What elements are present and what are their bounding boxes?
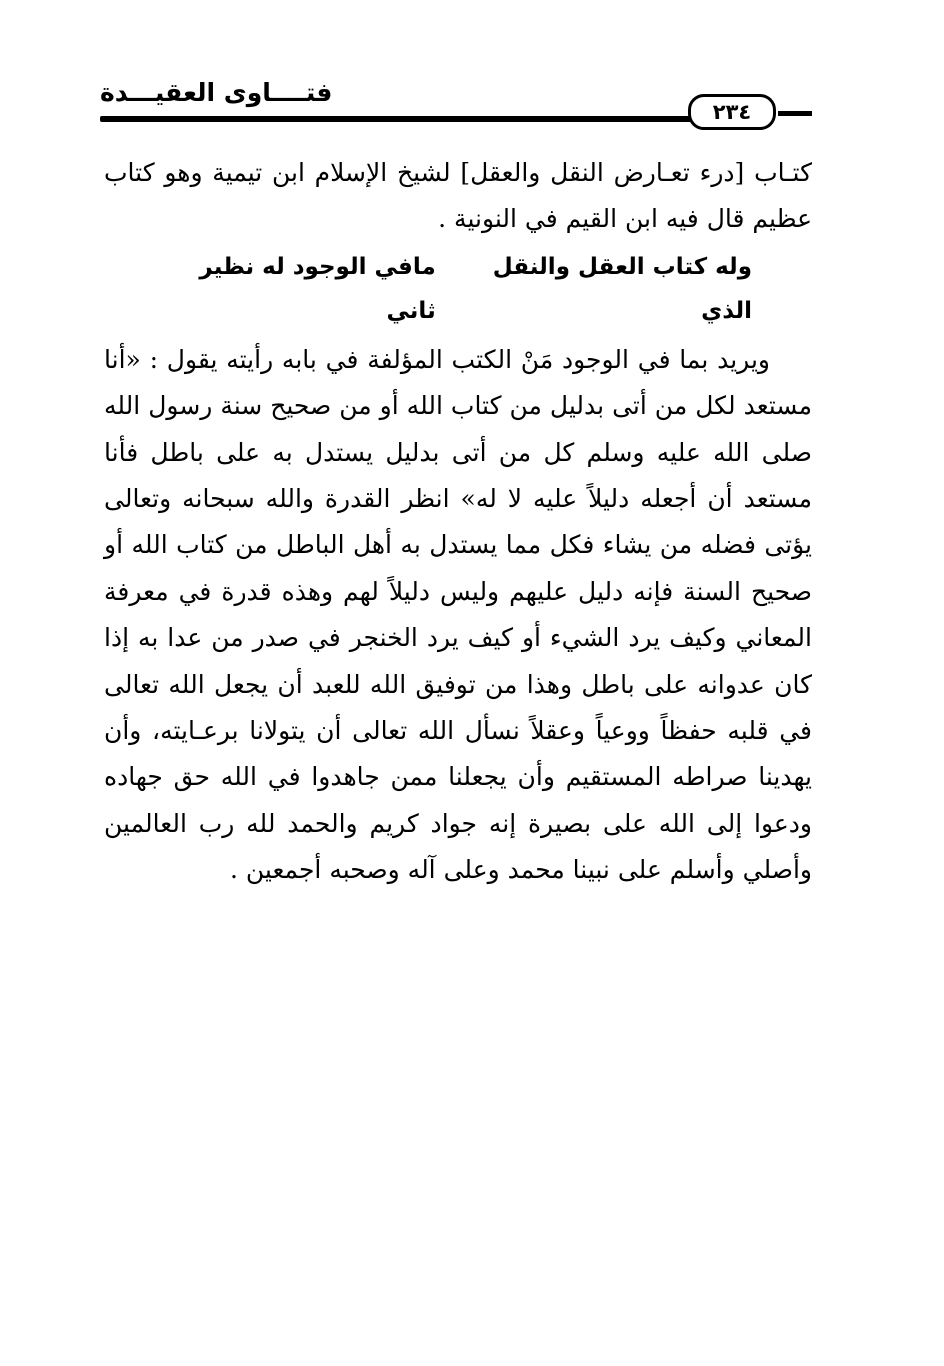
- page-number-ornament: [778, 111, 812, 116]
- page-number: ٢٣٤: [688, 94, 776, 130]
- page-header: [100, 74, 812, 132]
- running-title: فتــــاوى العقيـــدة: [100, 78, 333, 107]
- verse-second-hemistich: مافي الوجود له نظير ثاني: [199, 253, 436, 324]
- poetry-verse: [104, 245, 812, 333]
- page-body: [104, 150, 812, 894]
- verse-first-hemistich: وله كتاب العقل والنقل الذي: [492, 253, 752, 324]
- paragraph-1: كتـاب [درء تعـارض النقل والعقل] لشيخ الإسلام ابن تيمية وهو كتاب عظيم قال فيه ابن القيم في النونية .: [104, 158, 812, 234]
- paragraph-2: ويريد بما في الوجود مَنْ الكتب المؤلفة في بابه رأيته يقول : «أنا مستعد لكل من أتى بدليل من كتاب الله أو من صحيح سنة رسول الله صلى الله عليه وسلم كل من أتى بدليل يستدل به على باطل فأنا مستعد أن أجعله دليلاً عليه لا له» انظر القدرة والله سبحانه وتعالى يؤتى فضله من يشاء فكل مما يستدل به أهل الباطل من كتاب الله أو صحيح السنة فإنه دليل عليهم وليس دليلاً لهم وهذه قدرة في معرفة المعاني وكيف يرد الشيء أو كيف يرد الخنجر في صدر من عدا به إذا كان عدوانه على باطل وهذا من توفيق الله للعبد أن يجعل الله تعالى في قلبه حفظاً ووعياً وعقلاً نسأل الله تعالى أن يتولانا برعـايته، وأن يهدينا صراطه المستقيم وأن يجعلنا ممن جاهدوا في الله حق جهاده ودعوا إلى الله على بصيرة إنه جواد كريم والحمد لله رب العالمين وأصلي وأسلم على نبينا محمد وعلى آله وصحبه أجمعين .: [104, 344, 812, 885]
- header-rule: [100, 116, 700, 122]
